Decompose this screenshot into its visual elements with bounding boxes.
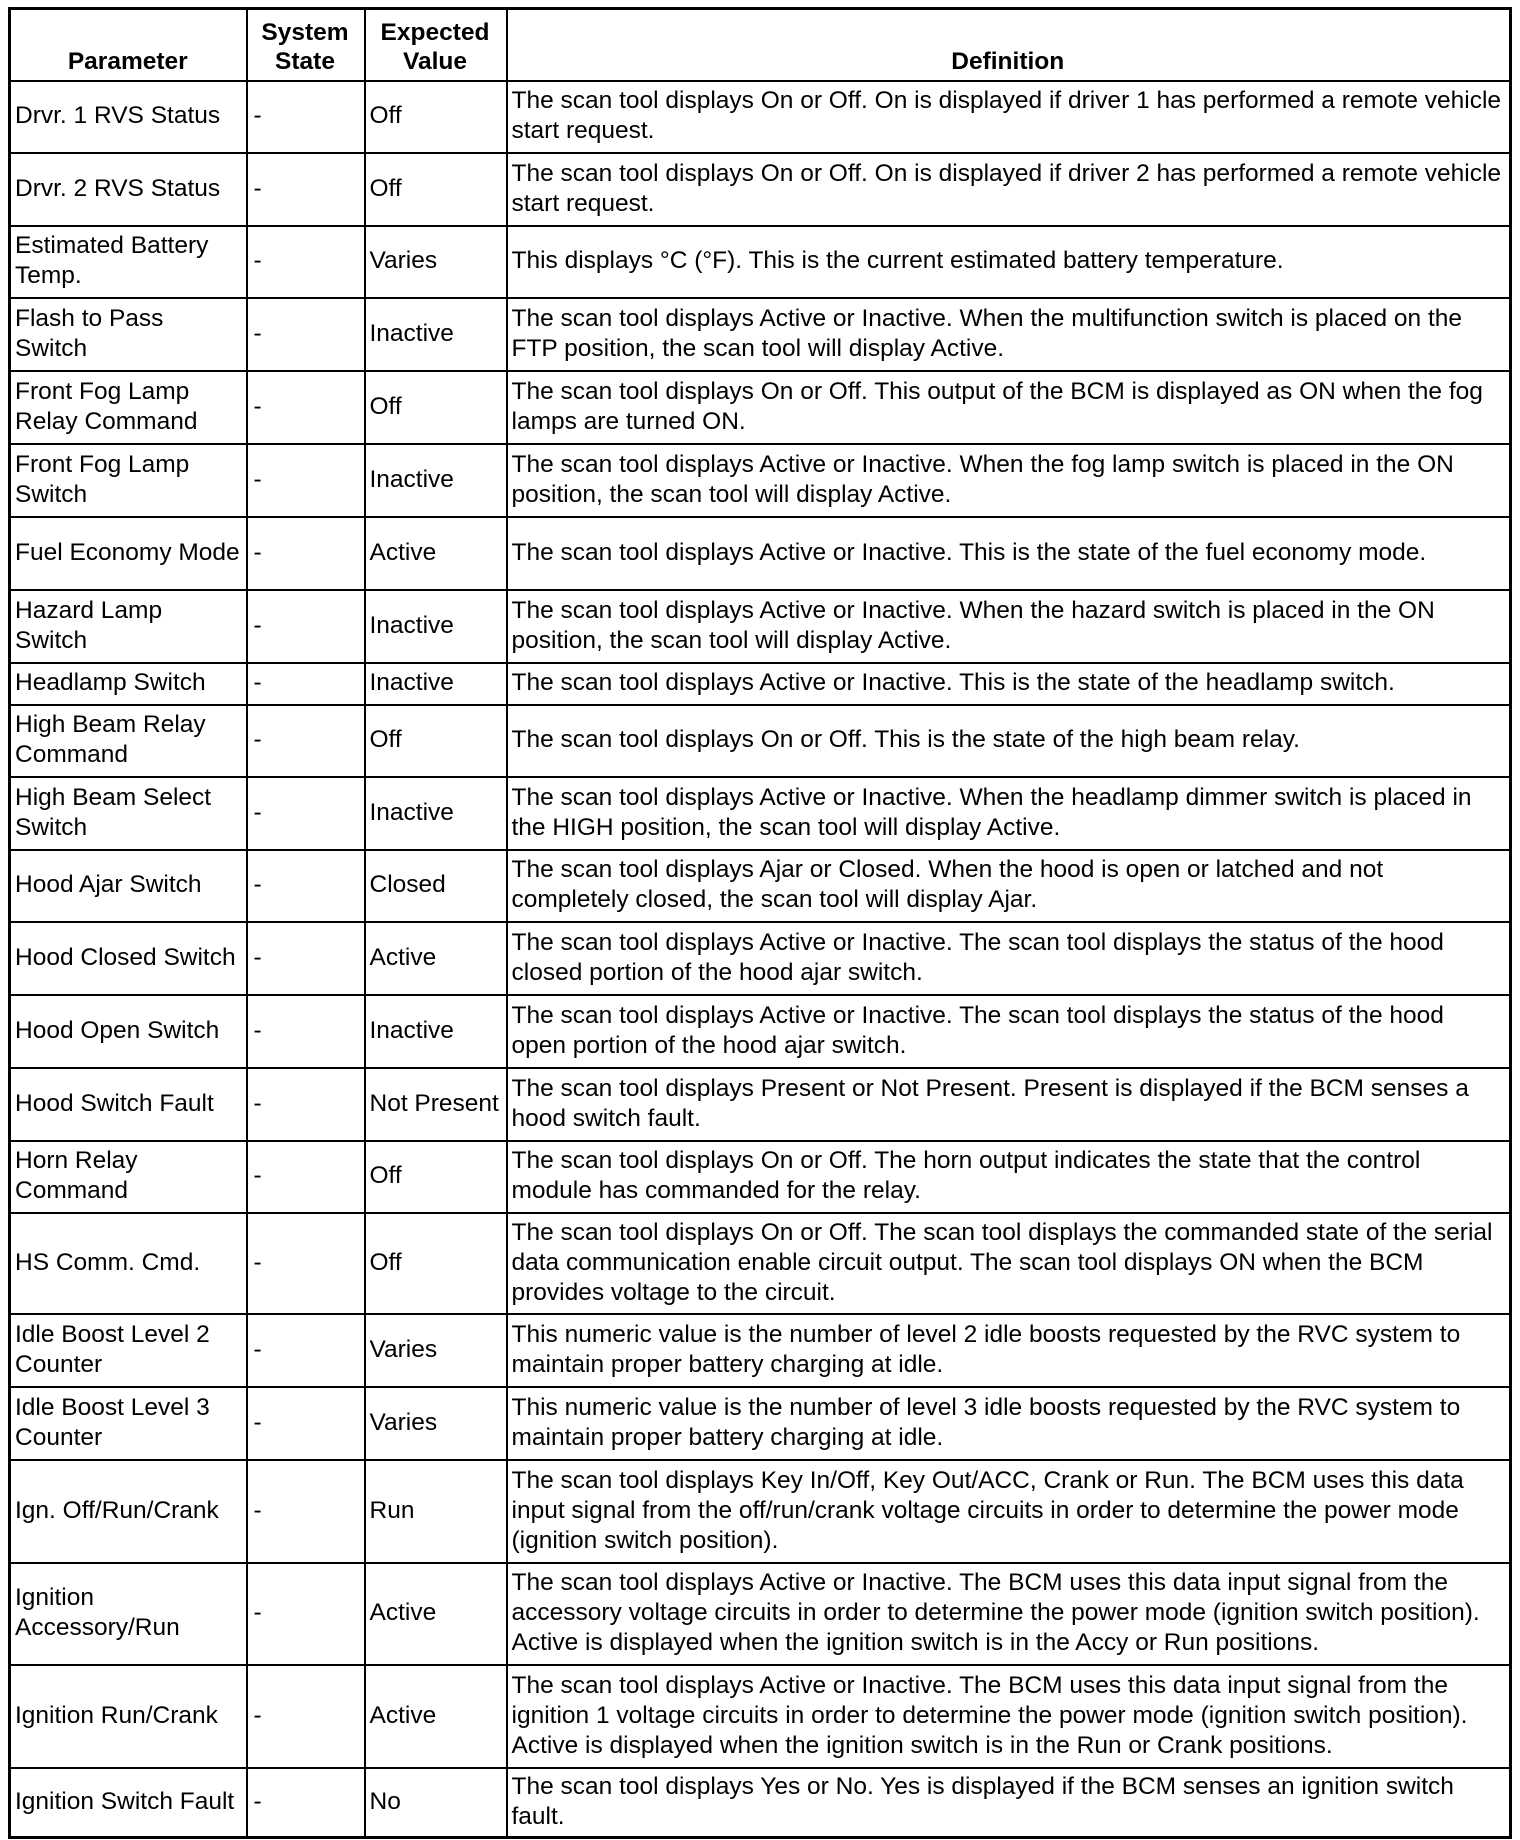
cell-expected-value: Varies <box>365 1387 507 1460</box>
cell-expected-value: Inactive <box>365 777 507 850</box>
table-row <box>10 1213 1511 1314</box>
cell-definition: The scan tool displays On or Off. This is the state of the high beam relay. <box>507 705 1511 777</box>
table-header-row <box>10 9 1511 81</box>
cell-definition: This displays °C (°F). This is the current estimated battery temperature. <box>507 226 1511 298</box>
table-row <box>10 1387 1511 1460</box>
cell-definition: This numeric value is the number of level 3 idle boosts requested by the RVC system to maintain proper battery charging at idle. <box>507 1387 1511 1460</box>
cell-parameter: Flash to Pass Switch <box>10 298 247 371</box>
cell-system-state: - <box>247 1068 365 1141</box>
table-row <box>10 777 1511 850</box>
cell-expected-value: Off <box>365 1141 507 1213</box>
cell-definition: The scan tool displays On or Off. The scan tool displays the commanded state of the serial data communication enable circuit output. The scan tool displays ON when the BCM provides voltage to the circuit. <box>507 1213 1511 1314</box>
cell-expected-value: Not Present <box>365 1068 507 1141</box>
cell-definition: The scan tool displays On or Off. This output of the BCM is displayed as ON when the fog lamps are turned ON. <box>507 371 1511 444</box>
cell-expected-value: No <box>365 1768 507 1838</box>
cell-definition: The scan tool displays Active or Inactive. The BCM uses this data input signal from the ignition 1 voltage circuits in order to determine the power mode (ignition switch position). Active is displayed when the ignition switch is in the Run or Crank positions. <box>507 1665 1511 1768</box>
table-row <box>10 153 1511 226</box>
cell-definition: The scan tool displays Active or Inactive. When the fog lamp switch is placed in the ON position, the scan tool will display Active. <box>507 444 1511 517</box>
table-row <box>10 922 1511 995</box>
table-row <box>10 1768 1511 1838</box>
cell-parameter: Drvr. 1 RVS Status <box>10 81 247 153</box>
cell-definition: This numeric value is the number of level 2 idle boosts requested by the RVC system to maintain proper battery charging at idle. <box>507 1314 1511 1387</box>
cell-parameter: Ignition Accessory/Run <box>10 1563 247 1665</box>
cell-definition: The scan tool displays Yes or No. Yes is displayed if the BCM senses an ignition switch fault. <box>507 1768 1511 1838</box>
cell-definition: The scan tool displays On or Off. On is displayed if driver 1 has performed a remote vehicle start request. <box>507 81 1511 153</box>
cell-expected-value: Closed <box>365 850 507 922</box>
table-row <box>10 298 1511 371</box>
cell-system-state: - <box>247 226 365 298</box>
table-row <box>10 81 1511 153</box>
cell-system-state: - <box>247 1665 365 1768</box>
cell-definition: The scan tool displays Active or Inactive. This is the state of the fuel economy mode. <box>507 517 1511 590</box>
cell-system-state: - <box>247 298 365 371</box>
cell-parameter: Idle Boost Level 3 Counter <box>10 1387 247 1460</box>
table-row <box>10 705 1511 777</box>
cell-definition: The scan tool displays Active or Inactive. The scan tool displays the status of the hood open portion of the hood ajar switch. <box>507 995 1511 1068</box>
cell-system-state: - <box>247 1213 365 1314</box>
table-row <box>10 371 1511 444</box>
table-row <box>10 226 1511 298</box>
cell-definition: The scan tool displays Active or Inactive. When the multifunction switch is placed on the FTP position, the scan tool will display Active. <box>507 298 1511 371</box>
cell-system-state: - <box>247 663 365 705</box>
cell-expected-value: Off <box>365 1213 507 1314</box>
cell-expected-value: Run <box>365 1460 507 1563</box>
cell-parameter: Drvr. 2 RVS Status <box>10 153 247 226</box>
cell-expected-value: Inactive <box>365 590 507 663</box>
cell-parameter: Ign. Off/Run/Crank <box>10 1460 247 1563</box>
cell-expected-value: Varies <box>365 226 507 298</box>
table-row <box>10 1563 1511 1665</box>
cell-expected-value: Inactive <box>365 298 507 371</box>
cell-definition: The scan tool displays Active or Inactive. This is the state of the headlamp switch. <box>507 663 1511 705</box>
cell-expected-value: Varies <box>365 1314 507 1387</box>
cell-expected-value: Active <box>365 922 507 995</box>
cell-system-state: - <box>247 777 365 850</box>
cell-parameter: HS Comm. Cmd. <box>10 1213 247 1314</box>
cell-definition: The scan tool displays On or Off. The horn output indicates the state that the control module has commanded for the relay. <box>507 1141 1511 1213</box>
cell-expected-value: Off <box>365 371 507 444</box>
cell-definition: The scan tool displays Present or Not Present. Present is displayed if the BCM senses a hood switch fault. <box>507 1068 1511 1141</box>
cell-parameter: Hood Closed Switch <box>10 922 247 995</box>
table-row <box>10 1314 1511 1387</box>
cell-system-state: - <box>247 371 365 444</box>
scan-tool-data-table <box>8 7 1512 1839</box>
cell-system-state: - <box>247 444 365 517</box>
cell-parameter: Fuel Economy Mode <box>10 517 247 590</box>
cell-system-state: - <box>247 1460 365 1563</box>
cell-definition: The scan tool displays Key In/Off, Key Out/ACC, Crank or Run. The BCM uses this data input signal from the off/run/crank voltage circuits in order to determine the power mode (ignition switch position). <box>507 1460 1511 1563</box>
cell-system-state: - <box>247 517 365 590</box>
cell-definition: The scan tool displays On or Off. On is displayed if driver 2 has performed a remote vehicle start request. <box>507 153 1511 226</box>
header-system-state: System State <box>247 9 365 81</box>
cell-system-state: - <box>247 995 365 1068</box>
table-row <box>10 663 1511 705</box>
cell-parameter: Front Fog Lamp Relay Command <box>10 371 247 444</box>
header-definition: Definition <box>507 9 1511 81</box>
cell-system-state: - <box>247 705 365 777</box>
cell-parameter: Hood Open Switch <box>10 995 247 1068</box>
cell-parameter: Ignition Switch Fault <box>10 1768 247 1838</box>
cell-expected-value: Active <box>365 1665 507 1768</box>
cell-system-state: - <box>247 1314 365 1387</box>
cell-expected-value: Active <box>365 1563 507 1665</box>
document-page <box>8 7 1512 1839</box>
table-row <box>10 995 1511 1068</box>
cell-parameter: Hood Switch Fault <box>10 1068 247 1141</box>
cell-system-state: - <box>247 590 365 663</box>
header-expected-value: Expected Value <box>365 9 507 81</box>
cell-system-state: - <box>247 850 365 922</box>
header-parameter: Parameter <box>10 9 247 81</box>
table-body <box>10 81 1511 1838</box>
cell-system-state: - <box>247 81 365 153</box>
table-row <box>10 1141 1511 1213</box>
cell-expected-value: Inactive <box>365 444 507 517</box>
cell-expected-value: Off <box>365 705 507 777</box>
cell-parameter: Hood Ajar Switch <box>10 850 247 922</box>
cell-parameter: Hazard Lamp Switch <box>10 590 247 663</box>
cell-expected-value: Off <box>365 153 507 226</box>
table-row <box>10 850 1511 922</box>
cell-parameter: Idle Boost Level 2 Counter <box>10 1314 247 1387</box>
cell-parameter: Ignition Run/Crank <box>10 1665 247 1768</box>
table-row <box>10 517 1511 590</box>
cell-parameter: Front Fog Lamp Switch <box>10 444 247 517</box>
cell-parameter: High Beam Relay Command <box>10 705 247 777</box>
table-row <box>10 1665 1511 1768</box>
cell-definition: The scan tool displays Active or Inactive. When the hazard switch is placed in the ON position, the scan tool will display Active. <box>507 590 1511 663</box>
cell-system-state: - <box>247 1387 365 1460</box>
cell-parameter: Headlamp Switch <box>10 663 247 705</box>
table-row <box>10 444 1511 517</box>
cell-definition: The scan tool displays Active or Inactive. The scan tool displays the status of the hood closed portion of the hood ajar switch. <box>507 922 1511 995</box>
cell-system-state: - <box>247 153 365 226</box>
cell-system-state: - <box>247 1563 365 1665</box>
cell-parameter: High Beam Select Switch <box>10 777 247 850</box>
cell-definition: The scan tool displays Active or Inactive. The BCM uses this data input signal from the accessory voltage circuits in order to determine the power mode (ignition switch position). Active is displayed when the ignition switch is in the Accy or Run positions. <box>507 1563 1511 1665</box>
table-row <box>10 1068 1511 1141</box>
cell-parameter: Estimated Battery Temp. <box>10 226 247 298</box>
cell-system-state: - <box>247 1141 365 1213</box>
cell-expected-value: Inactive <box>365 995 507 1068</box>
cell-definition: The scan tool displays Active or Inactive. When the headlamp dimmer switch is placed in the HIGH position, the scan tool will display Active. <box>507 777 1511 850</box>
cell-expected-value: Active <box>365 517 507 590</box>
cell-parameter: Horn Relay Command <box>10 1141 247 1213</box>
table-row <box>10 590 1511 663</box>
cell-system-state: - <box>247 922 365 995</box>
cell-system-state: - <box>247 1768 365 1838</box>
table-row <box>10 1460 1511 1563</box>
cell-expected-value: Off <box>365 81 507 153</box>
cell-expected-value: Inactive <box>365 663 507 705</box>
cell-definition: The scan tool displays Ajar or Closed. When the hood is open or latched and not completely closed, the scan tool will display Ajar. <box>507 850 1511 922</box>
